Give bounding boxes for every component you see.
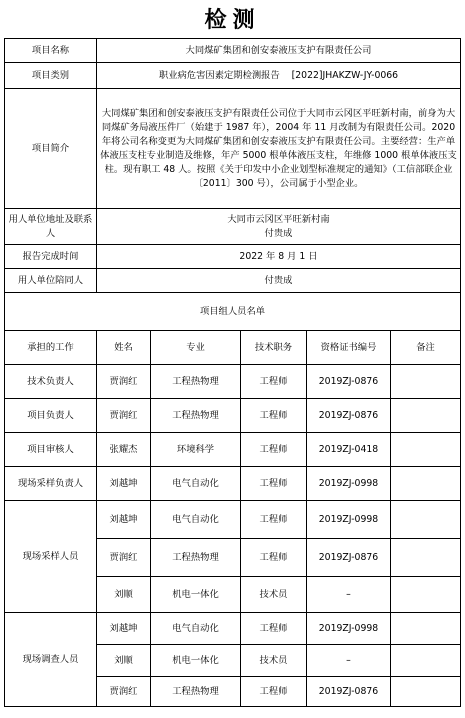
table-row	[5, 433, 461, 467]
project-category-label: 项目类别	[5, 63, 97, 89]
header-role: 承担的工作	[5, 331, 97, 365]
member-name: 刘越坤	[97, 501, 151, 539]
table-row	[5, 613, 461, 645]
project-category-row	[5, 63, 461, 89]
member-title: 工程师	[241, 399, 307, 433]
member-cert: 2019ZJ-0876	[307, 539, 391, 577]
member-note	[391, 467, 461, 501]
project-name-row	[5, 39, 461, 63]
member-role: 现场采样负责人	[5, 467, 97, 501]
member-name: 刘顺	[97, 645, 151, 677]
member-cert: 2019ZJ-0418	[307, 433, 391, 467]
member-note	[391, 677, 461, 707]
member-name: 贾润红	[97, 399, 151, 433]
member-header-row	[5, 331, 461, 365]
header-note: 备注	[391, 331, 461, 365]
member-note	[391, 613, 461, 645]
member-note	[391, 365, 461, 399]
header-title: 技术职务	[241, 331, 307, 365]
project-category-value	[97, 63, 461, 89]
project-category-text: 职业病危害因素定期检测报告	[158, 69, 280, 81]
member-title: 工程师	[241, 539, 307, 577]
header-major: 专业	[151, 331, 241, 365]
member-role: 项目审核人	[5, 433, 97, 467]
table-row	[5, 501, 461, 539]
member-note	[391, 577, 461, 613]
project-name-value: 大同煤矿集团和创安泰液压支护有限责任公司	[97, 39, 461, 63]
member-name: 刘越坤	[97, 467, 151, 501]
member-major: 电气自动化	[151, 501, 241, 539]
member-title: 工程师	[241, 433, 307, 467]
member-major: 电气自动化	[151, 467, 241, 501]
member-title: 工程师	[241, 677, 307, 707]
employer-address-value	[97, 209, 461, 245]
employer-address-row	[5, 209, 461, 245]
member-role: 现场采样人员	[5, 501, 97, 613]
project-intro-label: 项目简介	[5, 89, 97, 209]
escort-label: 用人单位陪同人	[5, 269, 97, 293]
member-major: 机电一体化	[151, 577, 241, 613]
member-cert: 2019ZJ-0998	[307, 613, 391, 645]
employer-contact: 付贵成	[264, 227, 293, 239]
member-major: 机电一体化	[151, 645, 241, 677]
member-cert: –	[307, 577, 391, 613]
member-name: 贾润红	[97, 677, 151, 707]
member-title: 工程师	[241, 613, 307, 645]
member-name: 刘顺	[97, 577, 151, 613]
table-row	[5, 365, 461, 399]
report-date-row	[5, 245, 461, 269]
header-name: 姓名	[97, 331, 151, 365]
member-cert: 2019ZJ-0998	[307, 467, 391, 501]
project-intro-text: 大同煤矿集团和创安泰液压支护有限责任公司位于大同市云冈区平旺新村南，前身为大同煤矿务局液压件厂（始建于 1987 年），2004 年 11 月改制为有限责任公司。2020 年将公司名称变更为大同煤矿集团和创安泰液压支护有限责任公司。主要经营：生产单体液压支柱专业制造及维修，年产 5000 根单体液压支柱，年维修 1000 根单体液压支柱。现有职工 48 人。按照《关于印发中小企业划型标准规定的通知》（工信部联企业〔2011〕300 号），公司属于小型企业。	[97, 89, 461, 209]
member-title: 工程师	[241, 501, 307, 539]
member-major: 工程热物理	[151, 539, 241, 577]
report-date-label: 报告完成时间	[5, 245, 97, 269]
project-intro-row	[5, 89, 461, 209]
member-note	[391, 399, 461, 433]
table-row	[5, 467, 461, 501]
members-heading-row	[5, 293, 461, 331]
member-major: 工程热物理	[151, 365, 241, 399]
member-note	[391, 501, 461, 539]
member-major: 电气自动化	[151, 613, 241, 645]
member-name: 贾润红	[97, 539, 151, 577]
members-heading: 项目组人员名单	[5, 293, 461, 331]
project-info-table	[4, 38, 461, 707]
member-role: 项目负责人	[5, 399, 97, 433]
member-cert: 2019ZJ-0876	[307, 677, 391, 707]
member-title: 工程师	[241, 365, 307, 399]
member-title: 技术员	[241, 577, 307, 613]
escort-value: 付贵成	[97, 269, 461, 293]
document-title: 检测	[204, 7, 261, 33]
member-note	[391, 433, 461, 467]
member-cert: 2019ZJ-0876	[307, 399, 391, 433]
member-cert: 2019ZJ-0876	[307, 365, 391, 399]
member-note	[391, 539, 461, 577]
report-code: [2022]JHAKZW-JY-0066	[291, 69, 399, 81]
header-cert: 资格证书编号	[307, 331, 391, 365]
table-row	[5, 399, 461, 433]
member-cert: 2019ZJ-0998	[307, 501, 391, 539]
report-date-value: 2022 年 8 月 1 日	[97, 245, 461, 269]
member-major: 工程热物理	[151, 677, 241, 707]
member-name: 贾润红	[97, 365, 151, 399]
employer-address: 大同市云冈区平旺新村南	[227, 213, 330, 225]
member-cert: –	[307, 645, 391, 677]
member-name: 张耀杰	[97, 433, 151, 467]
project-name-label: 项目名称	[5, 39, 97, 63]
employer-address-label: 用人单位地址及联系人	[5, 209, 97, 245]
member-note	[391, 645, 461, 677]
member-role: 技术负责人	[5, 365, 97, 399]
member-major: 工程热物理	[151, 399, 241, 433]
escort-row	[5, 269, 461, 293]
member-name: 刘越坤	[97, 613, 151, 645]
member-major: 环境科学	[151, 433, 241, 467]
member-title: 工程师	[241, 467, 307, 501]
member-role: 现场调查人员	[5, 613, 97, 707]
member-title: 技术员	[241, 645, 307, 677]
